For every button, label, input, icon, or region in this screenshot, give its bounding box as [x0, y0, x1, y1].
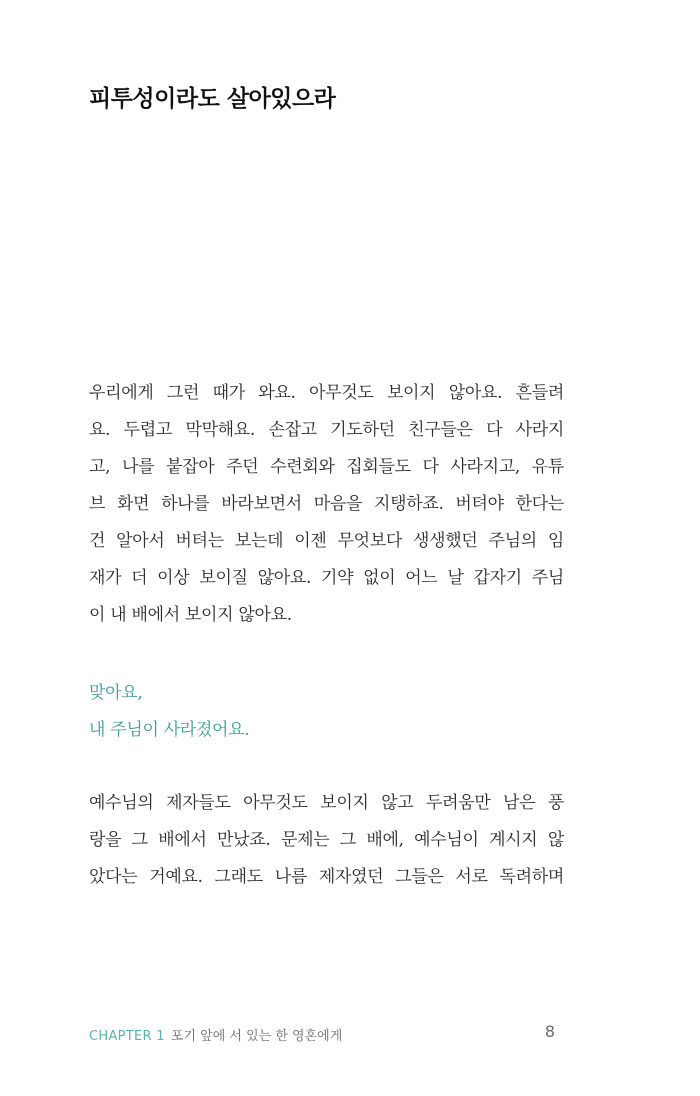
section-title: 피투성이라도 살아있으라	[89, 86, 336, 112]
text-line: 이 내 배에서 보이지 않아요.	[89, 605, 292, 625]
text-line: 브 화면 하나를 바라보면서 마음을 지탱하죠. 버텨야 한다는	[89, 494, 564, 514]
text-line: 재가 더 이상 보이질 않아요. 기약 없이 어느 날 갑자기 주님	[89, 568, 564, 588]
quote-line: 내 주님이 사라졌어요.	[89, 720, 250, 740]
highlighted-quote	[89, 675, 564, 749]
running-footer	[89, 1025, 342, 1044]
text-line: 건 알아서 버텨는 보는데 이젠 무엇보다 생생했던 주님의 임	[89, 531, 564, 551]
text-line: 고, 나를 붙잡아 주던 수련회와 집회들도 다 사라지고, 유튜	[89, 457, 564, 477]
text-line: 우리에게 그런 때가 와요. 아무것도 보이지 않아요. 흔들려	[89, 383, 564, 403]
page-footer	[89, 1022, 555, 1044]
quote-line: 맞아요,	[89, 683, 143, 703]
paragraph-2	[89, 785, 564, 896]
page-number: 8	[544, 1022, 555, 1041]
paragraph-1	[89, 375, 564, 634]
chapter-label: CHAPTER 1	[89, 1029, 165, 1044]
text-line: 았다는 거예요. 그래도 나름 제자였던 그들은 서로 독려하며	[89, 867, 564, 887]
text-line: 요. 두렵고 막막해요. 손잡고 기도하던 친구들은 다 사라지	[89, 420, 564, 440]
text-line: 예수님의 제자들도 아무것도 보이지 않고 두려움만 남은 풍	[89, 793, 564, 813]
text-line: 랑을 그 배에서 만났죠. 문제는 그 배에, 예수님이 계시지 않	[89, 830, 564, 850]
chapter-subtitle: 포기 앞에 서 있는 한 영혼에게	[170, 1029, 343, 1044]
